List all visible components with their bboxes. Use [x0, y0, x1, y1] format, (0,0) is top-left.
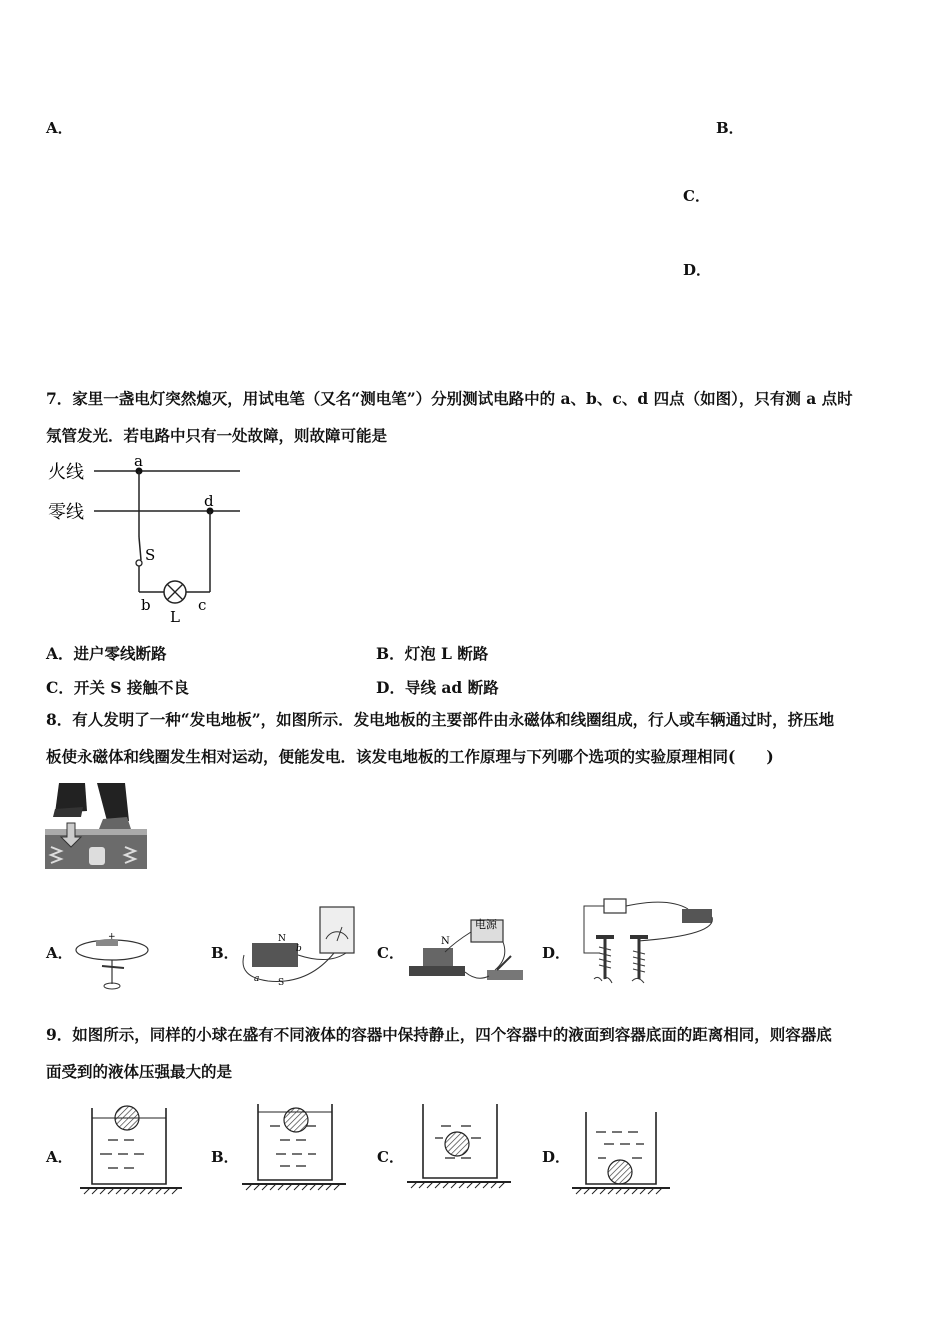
- q6-option-a: A．: [46, 119, 73, 137]
- q8-b-north: N: [278, 934, 286, 944]
- q7-line-1: 7．家里一盏电灯突然熄灭，用试电笔（又名“测电笔”）分别测试电路中的 a、b、c、d 四点（如图），只有测 a 点时: [46, 389, 853, 408]
- q7-circuit-figure: [44, 452, 244, 627]
- q8-shoe-right: [99, 817, 131, 829]
- q8-power-floor-figure: [45, 781, 147, 869]
- q8-c-base: [409, 966, 465, 976]
- q8-c-magnet: [423, 948, 453, 966]
- q7-option-d: D．导线 ad 断路: [376, 678, 499, 697]
- q7-point-c: c: [198, 596, 207, 614]
- q8-line-1: 8．有人发明了一种“发电地板”，如图所示．发电地板的主要部件由永磁体和线圈组成，行人或车辆通过时，挤压地: [46, 710, 835, 729]
- q7-switch-s: [139, 537, 141, 560]
- q8-option-d-figure: [578, 895, 718, 990]
- q8-option-c-label: C．: [377, 944, 404, 962]
- q8-leg-right: [97, 783, 129, 821]
- q9-stem: [46, 1016, 908, 1090]
- q9-c-ball: [445, 1132, 469, 1156]
- q8-c-power-label: 电源: [475, 918, 497, 931]
- q7-live-wire-label: 火线: [48, 462, 84, 483]
- q7-switch-contact: [136, 560, 142, 566]
- q9-b-ball: [284, 1108, 308, 1132]
- q7-switch-label: S: [145, 546, 156, 564]
- q8-d-pins: [594, 977, 644, 983]
- q6-option-c: C．: [683, 187, 710, 205]
- q8-stem: [46, 701, 908, 775]
- q9-option-d-label: D．: [542, 1148, 571, 1166]
- q6-option-b: B．: [716, 119, 744, 137]
- q8-line-2: 板使永磁体和线圈发生相对运动，便能发电．该发电地板的工作原理与下列哪个选项的实验原理相同( ): [46, 747, 774, 766]
- q8-b-galvanometer: [320, 907, 354, 953]
- q8-option-b-label: B．: [211, 944, 239, 962]
- q8-d-nail-head-1: [596, 935, 614, 939]
- q8-d-wire-left: [584, 906, 604, 953]
- q8-option-d-label: D．: [542, 944, 571, 962]
- q9-a-ball: [115, 1106, 139, 1130]
- q9-a-liquid-marks: [100, 1140, 144, 1168]
- q7-point-b: b: [141, 596, 151, 614]
- q9-option-a-label: A．: [46, 1148, 73, 1166]
- q9-option-b-label: B．: [211, 1148, 239, 1166]
- q7-lamp-label: L: [170, 608, 180, 626]
- q9-d-liquid-marks: [596, 1132, 644, 1158]
- q8-d-nail-head-2: [630, 935, 648, 939]
- q9-option-a-figure: [78, 1100, 184, 1195]
- q8-b-south: S: [278, 978, 285, 988]
- q8-d-wire-top: [626, 902, 688, 909]
- q7-option-c: C．开关 S 接触不良: [46, 678, 189, 697]
- q8-b-a: a: [254, 974, 260, 984]
- q9-line-2: 面受到的液体压强最大的是: [46, 1062, 233, 1081]
- q8-b-wire-2: [298, 953, 346, 960]
- q8-c-wire-3: [465, 972, 489, 978]
- q8-magnet: [89, 847, 105, 865]
- q7-stem: [46, 380, 908, 454]
- q9-option-b-figure: [240, 1100, 348, 1195]
- q7-point-a: a: [134, 452, 143, 470]
- q8-a-needle: [102, 966, 124, 968]
- q7-option-b: B．灯泡 L 断路: [376, 644, 489, 663]
- q8-a-plus: +: [108, 932, 116, 942]
- q8-option-b-figure: [238, 905, 360, 990]
- q8-option-a-label: A．: [46, 944, 73, 962]
- q8-option-c-figure: [405, 912, 527, 990]
- q7-option-a: A．进户零线断路: [46, 644, 167, 663]
- q9-option-c-figure: [405, 1098, 513, 1193]
- q9-d-ball: [608, 1160, 632, 1184]
- q9-option-c-label: C．: [377, 1148, 404, 1166]
- q8-c-north: N: [441, 936, 450, 947]
- q8-c-switch: [487, 970, 523, 980]
- q7-point-d: d: [204, 492, 214, 510]
- q8-floor-plate: [45, 829, 147, 835]
- q7-line-2: 氖管发光．若电路中只有一处故障，则故障可能是: [46, 426, 388, 445]
- q8-option-a-figure: [72, 930, 150, 994]
- q6-option-d: D．: [683, 261, 712, 279]
- q9-option-d-figure: [570, 1108, 674, 1198]
- q7-neutral-wire-label: 零线: [48, 502, 84, 523]
- q8-d-device: [682, 909, 712, 923]
- q8-d-battery: [604, 899, 626, 913]
- q8-b-magnet: [252, 943, 298, 967]
- q9-line-1: 9．如图所示，同样的小球在盛有不同液体的容器中保持静止，四个容器中的液面到容器底面的距离相同，则容器底: [46, 1025, 832, 1044]
- q8-b-b: b: [296, 944, 302, 954]
